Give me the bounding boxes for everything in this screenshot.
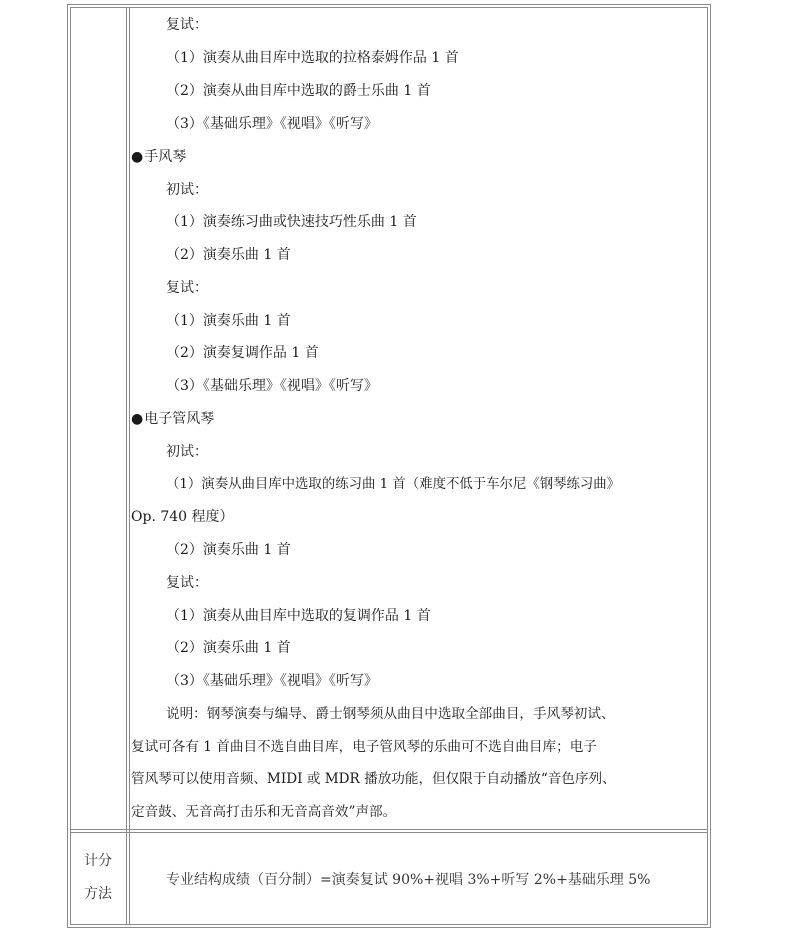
note-line: 复试可各有 1 首曲目不选自曲目库，电子管风琴的乐曲可不选自曲目库；电子 (131, 739, 597, 755)
list-item: （1）演奏从曲目库中选取的练习曲 1 首（难度不低于车尔尼《钢琴练习曲》 (166, 477, 621, 492)
section-heading-organ (131, 409, 214, 429)
note-line: 管风琴可以使用音频、MIDI 或 MDR 播放功能，但仅限于自动播放“音色序列、 (131, 771, 616, 787)
list-item: （3）《基础乐理》《视唱》《听写》 (166, 378, 378, 394)
list-item: （2）演奏乐曲 1 首 (166, 247, 291, 263)
list-item: （2）演奏乐曲 1 首 (166, 640, 291, 656)
bullet-icon: ● (131, 149, 144, 165)
retest-heading: 复试： (166, 17, 208, 33)
list-item: （2）演奏从曲目库中选取的爵士乐曲 1 首 (166, 83, 431, 99)
column-divider (126, 7, 127, 925)
retest-heading: 复试： (166, 280, 208, 296)
list-item: （3）《基础乐理》《视唱》《听写》 (166, 116, 378, 132)
list-item: （3）《基础乐理》《视唱》《听写》 (166, 673, 378, 689)
section-heading-accordion (131, 147, 186, 167)
list-item: （1）演奏乐曲 1 首 (166, 313, 291, 329)
list-item: （2）演奏乐曲 1 首 (166, 542, 291, 558)
list-item: （2）演奏复调作品 1 首 (166, 345, 319, 361)
row-divider-double (70, 832, 708, 833)
list-item: （1）演奏从曲目库中选取的复调作品 1 首 (166, 608, 431, 624)
note-line: 说明：钢琴演奏与编导、爵士钢琴须从曲目中选取全部曲目，手风琴初试、 (166, 706, 615, 722)
section-title: 电子管风琴 (144, 411, 215, 427)
pretest-heading: 初试： (166, 444, 208, 460)
scoring-formula: 专业结构成绩（百分制）=演奏复试 90%+视唱 3%+听写 2%+基础乐理 5% (166, 872, 651, 888)
note-line: 定音鼓、无音高打击乐和无音高音效”声部。 (131, 804, 397, 820)
retest-heading: 复试： (166, 575, 208, 591)
row-divider (70, 829, 708, 830)
bullet-icon: ● (131, 411, 144, 427)
list-item: （1）演奏从曲目库中选取的拉格泰姆作品 1 首 (166, 50, 459, 66)
pretest-heading: 初试： (166, 182, 208, 198)
scoring-label-line1: 计分 (84, 853, 112, 869)
column-divider-double (129, 7, 130, 925)
list-item: （1）演奏练习曲或快速技巧性乐曲 1 首 (166, 214, 417, 230)
section-title: 手风琴 (144, 149, 187, 165)
scoring-label-line2: 方法 (84, 886, 112, 902)
list-item-continuation: Op. 740 程度） (131, 509, 234, 525)
